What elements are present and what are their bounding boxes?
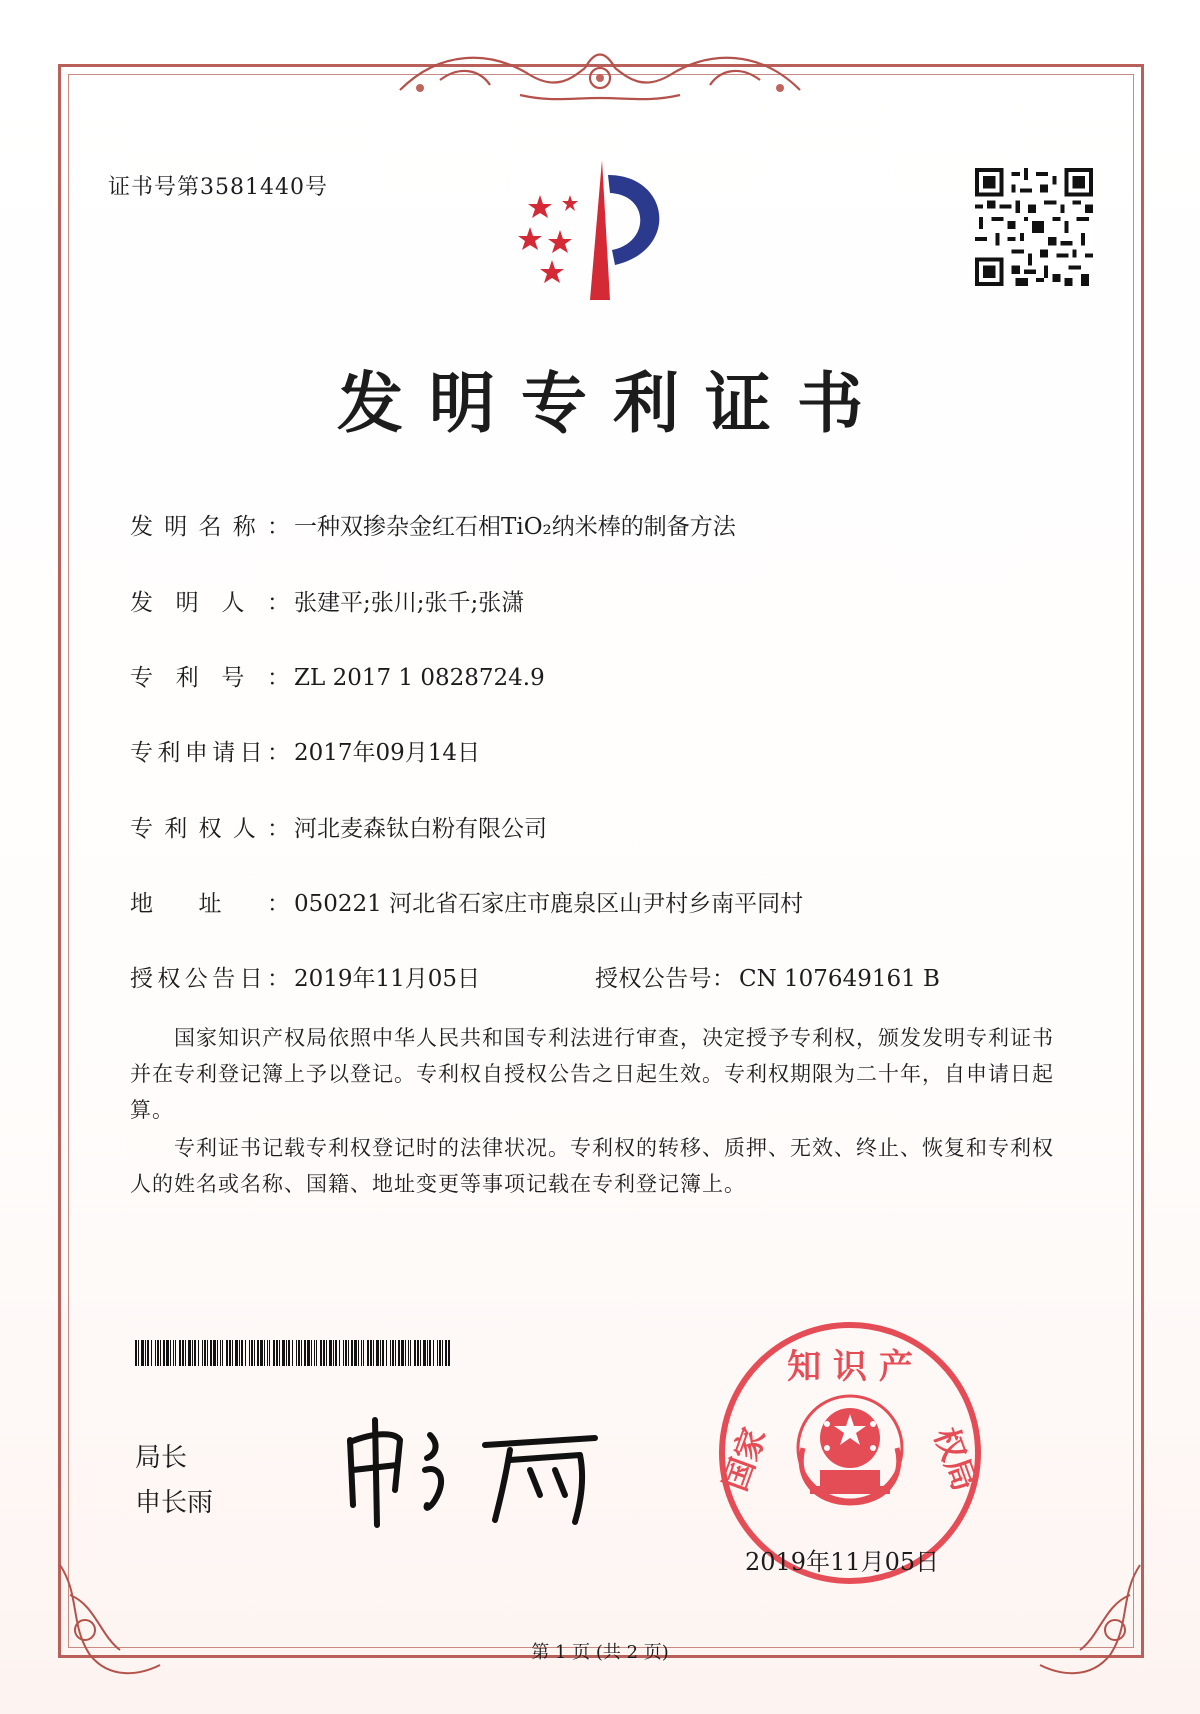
- invention-name-label: 发明名称：: [130, 514, 290, 540]
- svg-text:国家: 国家: [715, 1422, 774, 1496]
- svg-text:知 识 产: 知 识 产: [787, 1347, 913, 1387]
- statement-paragraph-1: 国家知识产权局依照中华人民共和国专利法进行审查，决定授予专利权，颁发发明专利证书并在专利登记簿上予以登记。专利权自授权公告之日起生效。专利权期限为二十年，自申请日起算。: [130, 1026, 1054, 1122]
- barcode: [135, 1340, 450, 1366]
- patent-number-row: [130, 659, 545, 692]
- grant-number-row: [595, 960, 940, 993]
- patent-number-label: 专利号：: [130, 665, 290, 691]
- page-footer: 第 1 页 (共 2 页): [531, 1642, 669, 1663]
- invention-name-row: [130, 508, 736, 541]
- address-row: [130, 885, 803, 918]
- filing-date-label: 专利申请日：: [130, 740, 290, 766]
- invention-name-value: 一种双掺杂金红石相TiO₂纳米棒的制备方法: [294, 514, 736, 540]
- grant-number-label: 授权公告号：: [595, 966, 735, 992]
- patentee-value: 河北麦森钛白粉有限公司: [294, 816, 547, 842]
- grant-number-value: CN 107649161 B: [739, 966, 940, 992]
- grant-date-row: [130, 960, 480, 993]
- top-ornament: [380, 40, 820, 110]
- filing-date-row: [130, 734, 480, 767]
- address-value: 050221 河北省石家庄市鹿泉区山尹村乡南平同村: [294, 891, 804, 917]
- filing-date-value: 2017年09月14日: [294, 740, 481, 766]
- qr-code: [975, 168, 1093, 286]
- signatory-title: 局长: [135, 1443, 188, 1473]
- seal-date: 2019年11月05日: [745, 1548, 940, 1576]
- svg-text:权局: 权局: [926, 1422, 985, 1496]
- inventor-label: 发明人：: [130, 590, 290, 616]
- patent-office-logo: [510, 155, 690, 305]
- inventor-row: [130, 584, 524, 617]
- grant-date-value: 2019年11月05日: [294, 966, 481, 992]
- patent-number-value: ZL 2017 1 0828724.9: [294, 665, 545, 691]
- bottom-right-ornament: [1030, 1555, 1160, 1695]
- signatory-name: 申长雨: [135, 1488, 214, 1518]
- statement-paragraph-2: 专利证书记载专利权登记时的法律状况。专利权的转移、质押、无效、终止、恢复和专利权人的姓名或名称、国籍、地址变更等事项记载在专利登记簿上。: [130, 1136, 1054, 1196]
- certificate-number: 证书号第3581440号: [108, 175, 328, 200]
- bottom-left-ornament: [40, 1555, 170, 1695]
- grant-date-label: 授权公告日：: [130, 966, 290, 992]
- address-label: 地址：: [130, 891, 290, 917]
- inventor-value: 张建平;张川;张千;张潇: [294, 590, 525, 616]
- patentee-row: [130, 810, 547, 843]
- handwritten-signature: [335, 1410, 635, 1530]
- certificate-title: 发明专利证书: [337, 364, 889, 442]
- patentee-label: 专利权人：: [130, 816, 290, 842]
